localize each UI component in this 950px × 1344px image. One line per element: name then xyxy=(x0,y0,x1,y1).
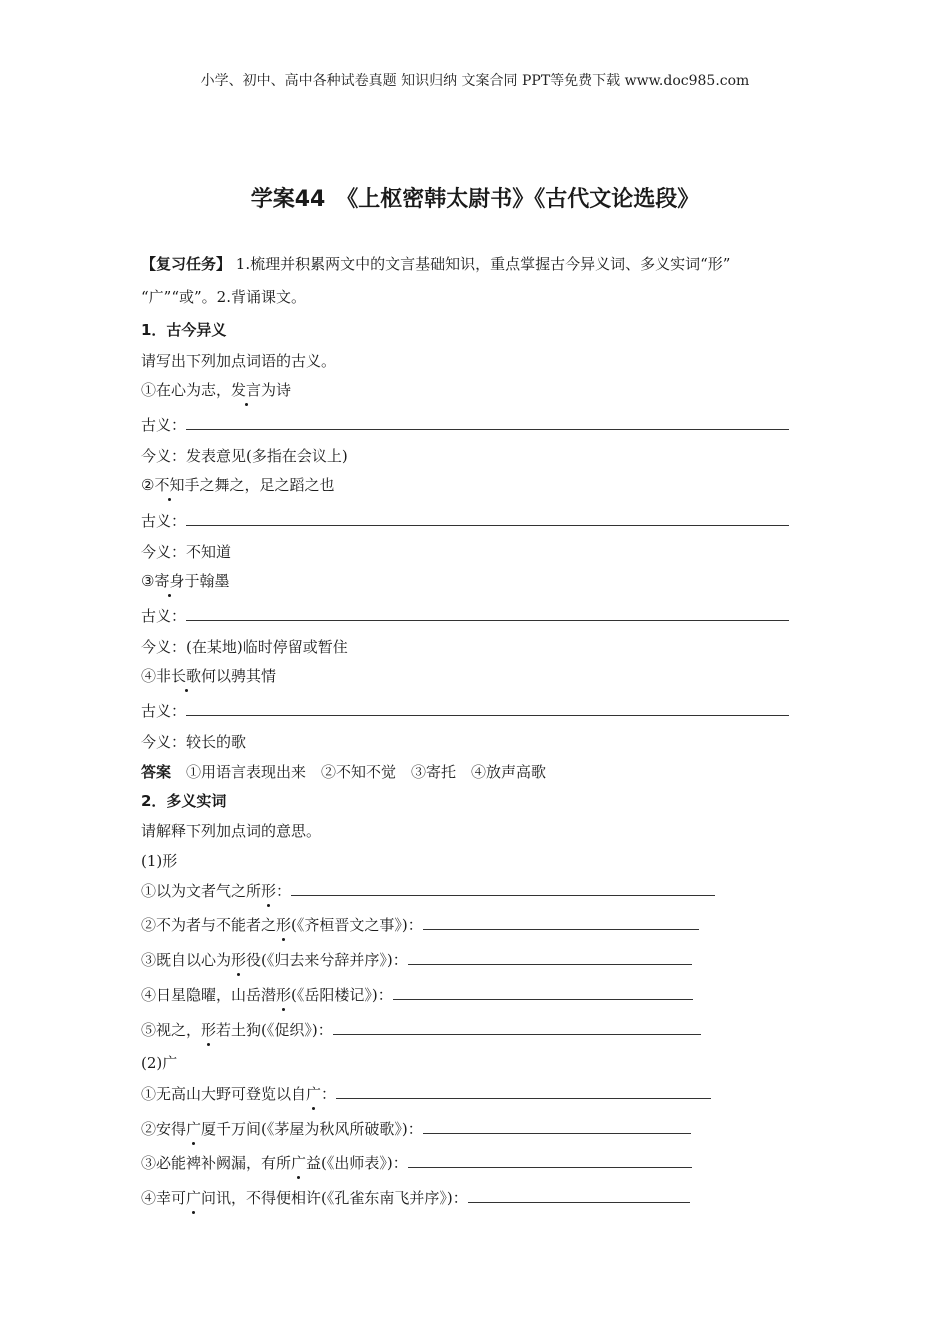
answer-text: ①用语言表现出来 ②不知不觉 ③寄托 ④放声高歌 xyxy=(186,763,547,781)
answer-blank[interactable] xyxy=(186,606,789,621)
xing-item-5-end: )： xyxy=(311,1021,333,1039)
s1-item-1-modern: 今义：发表意见(多指在会议上) xyxy=(141,447,348,465)
xing-item-3-pre: ③既自以心为 xyxy=(141,951,232,969)
answer-blank[interactable] xyxy=(291,881,715,896)
answer-blank[interactable] xyxy=(186,701,789,716)
guang-item-2-post: 厦千万间( xyxy=(201,1120,267,1138)
xing-item-1 xyxy=(141,880,715,901)
s1-item-1-ancient xyxy=(141,414,789,435)
s1-item-3-ancient xyxy=(141,605,789,626)
guang-item-3-end: )： xyxy=(386,1154,408,1172)
answer-blank[interactable] xyxy=(333,1020,701,1035)
s1-item-3-post: 于翰墨 xyxy=(184,572,230,590)
s1-item-4-dotted: 长歌 xyxy=(171,667,202,685)
guang-item-4 xyxy=(141,1187,690,1208)
guang-item-4-dotted: 广 xyxy=(186,1189,202,1207)
task-line-2: “广”“或”。2.背诵课文。 xyxy=(141,288,306,306)
answer-blank[interactable] xyxy=(393,985,693,1000)
s1-item-2-ancient xyxy=(141,510,789,531)
s1-item-1-dotted: 发言 xyxy=(231,381,262,399)
task-line-1 xyxy=(141,253,730,274)
guang-item-2-dotted: 广 xyxy=(186,1120,202,1138)
answer-blank[interactable] xyxy=(336,1084,711,1099)
xing-item-5-post: 若土狗( xyxy=(216,1021,267,1039)
xing-item-3 xyxy=(141,949,692,970)
s1-item-2 xyxy=(141,474,334,495)
s1-item-1 xyxy=(141,379,291,400)
page-title: 学案44 《上枢密韩太尉书》《古代文论选段》 xyxy=(250,187,700,212)
xing-item-1-dotted: 形 xyxy=(261,882,277,900)
guang-item-1-dotted: 广 xyxy=(306,1085,322,1103)
s1-item-4-ancient xyxy=(141,700,789,721)
s1-item-4-pre: ④非 xyxy=(141,667,172,685)
section1-heading: 1．古今异义 xyxy=(141,321,227,339)
guang-item-2 xyxy=(141,1118,691,1139)
s1-item-1-post: 为诗 xyxy=(261,381,292,399)
s1-item-3-modern: 今义：(在某地)临时停留或暂住 xyxy=(141,638,348,656)
guang-item-2-pre: ②安得 xyxy=(141,1120,187,1138)
page-header: 小学、初中、高中各种试卷真题 知识归纳 文案合同 PPT等免费下载 www.doc985.com xyxy=(200,73,750,89)
guang-item-1-pre: ①无高山大野可登览以自 xyxy=(141,1085,307,1103)
s1-item-1-pre: ①在心为志， xyxy=(141,381,232,399)
s1-item-4 xyxy=(141,665,276,686)
ancient-label: 古义： xyxy=(141,607,187,625)
s1-item-2-post: 手之舞之，足之蹈之也 xyxy=(184,476,335,494)
section2-instruction: 请解释下列加点词的意思。 xyxy=(141,822,322,840)
answer-blank[interactable] xyxy=(423,1119,691,1134)
guang-item-3-dotted: 广 xyxy=(291,1154,307,1172)
xing-item-2-end: )： xyxy=(401,916,423,934)
s1-item-3-dotted: 寄身 xyxy=(154,572,185,590)
guang-item-2-source: 《茅屋为秋风所破歌》 xyxy=(266,1120,402,1138)
task-text-1: 1.梳理并积累两文中的文言基础知识，重点掌握古今异义词、多义实词“形” xyxy=(235,255,731,273)
answer-label: 答案 xyxy=(141,763,172,781)
xing-item-4-end: )： xyxy=(371,986,393,1004)
xing-item-2-dotted: 形 xyxy=(276,916,292,934)
section2-heading: 2．多义实词 xyxy=(141,792,227,810)
group-label-guang: (2)广 xyxy=(141,1054,178,1072)
section1-instruction: 请写出下列加点词语的古义。 xyxy=(141,352,337,370)
answer-blank[interactable] xyxy=(186,511,789,526)
xing-item-4-pre: ④日星隐曜，山岳潜 xyxy=(141,986,277,1004)
xing-item-5 xyxy=(141,1019,701,1040)
guang-item-4-post: 问讯，不得便相许( xyxy=(201,1189,327,1207)
s1-item-3-pre: ③ xyxy=(141,572,155,590)
xing-item-2-pre: ②不为者与不能者之 xyxy=(141,916,277,934)
guang-item-3-source: 《出师表》 xyxy=(326,1154,387,1172)
ancient-label: 古义： xyxy=(141,702,187,720)
task-label: 【复习任务】 xyxy=(141,255,232,273)
guang-item-1-post: ： xyxy=(321,1085,337,1103)
xing-item-3-dotted: 形 xyxy=(231,951,247,969)
guang-item-4-source: 《孔雀东南飞并序》 xyxy=(326,1189,447,1207)
xing-item-1-pre: ①以为文者气之所 xyxy=(141,882,262,900)
s1-item-4-post: 何以骋其情 xyxy=(201,667,277,685)
guang-item-3-pre: ③必能裨补阙漏，有所 xyxy=(141,1154,292,1172)
answer-blank[interactable] xyxy=(408,1153,692,1168)
xing-item-5-source: 《促织》 xyxy=(266,1021,312,1039)
guang-item-2-end: )： xyxy=(401,1120,423,1138)
xing-item-4-dotted: 形 xyxy=(276,986,292,1004)
xing-item-4 xyxy=(141,984,693,1005)
xing-item-4-source: 《岳阳楼记》 xyxy=(296,986,372,1004)
xing-item-3-end: )： xyxy=(386,951,408,969)
guang-item-4-pre: ④幸可 xyxy=(141,1189,187,1207)
answer-blank[interactable] xyxy=(408,950,692,965)
xing-item-4-post: ( xyxy=(291,986,297,1004)
xing-item-2-post: ( xyxy=(291,916,297,934)
xing-item-1-post: ： xyxy=(276,882,292,900)
guang-item-4-end: )： xyxy=(446,1189,468,1207)
guang-item-1 xyxy=(141,1083,711,1104)
s1-item-3 xyxy=(141,570,229,591)
s1-item-2-pre: ② xyxy=(141,476,155,494)
xing-item-5-dotted: 形 xyxy=(201,1021,217,1039)
answer-blank[interactable] xyxy=(423,915,699,930)
answer-line xyxy=(141,761,546,782)
xing-item-3-source: 《归去来兮辞并序》 xyxy=(266,951,387,969)
s1-item-2-modern: 今义：不知道 xyxy=(141,543,232,561)
s1-item-4-modern: 今义：较长的歌 xyxy=(141,733,247,751)
xing-item-2 xyxy=(141,914,699,935)
guang-item-3-post: 益( xyxy=(306,1154,327,1172)
ancient-label: 古义： xyxy=(141,512,187,530)
xing-item-5-pre: ⑤视之， xyxy=(141,1021,202,1039)
guang-item-3 xyxy=(141,1152,692,1173)
xing-item-3-post: 役( xyxy=(246,951,267,969)
xing-item-2-source: 《齐桓晋文之事》 xyxy=(296,916,402,934)
answer-blank[interactable] xyxy=(468,1188,690,1203)
group-label-xing: (1)形 xyxy=(141,852,178,870)
ancient-label: 古义： xyxy=(141,416,187,434)
answer-blank[interactable] xyxy=(186,415,789,430)
s1-item-2-dotted: 不知 xyxy=(154,476,185,494)
